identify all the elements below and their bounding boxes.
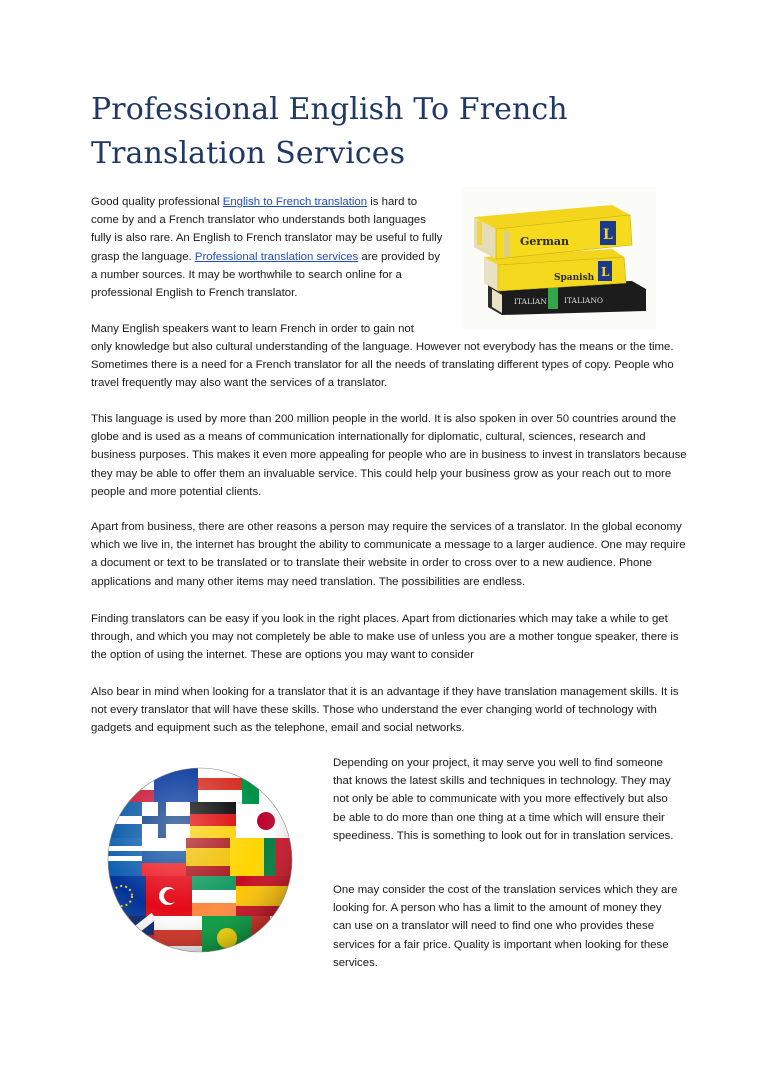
spanish-spine-letter: L xyxy=(601,265,610,279)
paragraph-learn-french: only knowledge but also cultural understanding of the language. However not everybody has the means or the time. Sometimes there is a need for a French translator for all the needs of translating different types of copy. People who travel frequently may also want the services of a translator. xyxy=(91,341,674,390)
books-illustration xyxy=(462,187,656,329)
intro-text-end: are provided by a number sources. It may be worthwhile to search online for a professional English to French translator. xyxy=(91,250,440,300)
german-spine-letter: L xyxy=(603,227,613,243)
paragraph-intro xyxy=(91,193,443,302)
paragraph-cost: One may consider the cost of the translation services which they are looking for. A person who has a limit to the amount of money they can use on a translator will need to find one who provides these services for a fair price. Quality is important when looking for these services. xyxy=(333,884,678,969)
page-title: Professional English To French Translation Services xyxy=(91,92,568,171)
italiano-book-label: ITALIANO xyxy=(564,296,604,305)
intro-text-middle: is hard to come by and a French translator who understands both languages fully is also rare. An English to French translator may be useful to fully grasp the language. xyxy=(91,196,443,263)
language-books-image xyxy=(462,187,656,329)
flag-globe-image xyxy=(78,760,322,960)
intro-text-start: Good quality professional xyxy=(91,196,223,208)
italian-book-label: ITALIAN xyxy=(514,297,547,306)
paragraph-other-reasons: Apart from business, there are other reasons a person may require the services of a translator. In the global economy which we live in, the internet has brought the ability to communicate a message to a larger audience. One may require a document or text to be translated or to translate their website in order to cross over to a new audience. Phone applications and many other items may need translation. The possibilities are endless. xyxy=(91,521,686,588)
paragraph-finding-translators: Finding translators can be easy if you look in the right places. Apart from dictionaries which may take a while to get through, and which you may not completely be able to make use of unless you are a mother tongue speaker, there is the option of using the internet. These are options you may want to consider xyxy=(91,613,679,662)
paragraph-project-skills: Depending on your project, it may serve you well to find someone that knows the latest skills and techniques in technology. They may not only be able to communicate with you more effectively but also be able to do more than one thing at a time which will ensure their speediness. This is something to look out for in translation services. xyxy=(333,757,674,842)
globe-illustration xyxy=(78,760,322,960)
spanish-book-label: Spanish xyxy=(554,273,595,283)
link-professional-translation-services[interactable]: Professional translation services xyxy=(194,250,359,263)
paragraph-learn-french-first-line: Many English speakers want to learn French in order to gain not xyxy=(91,323,414,335)
paragraph-language-usage: This language is used by more than 200 million people in the world. It is also spoken in over 50 countries around the globe and is used as a means of communication internationally for diplomatic, cultural, sciences, research and business purposes. This makes it even more appealing for people who are in business to invest in translators because they may be able to offer them an invaluable service. This could help your business grow as your reach out to more people and more potential clients. xyxy=(91,413,687,498)
link-english-to-french-translation[interactable]: English to French translation xyxy=(222,196,368,208)
paragraph-management-skills: Also bear in mind when looking for a translator that it is an advantage if they have translation management skills. It is not every translator that will have these skills. Those who understand the ever changing world of technology with gadgets and equipment such as the telephone, email and social networks. xyxy=(91,686,679,735)
german-book-label: German xyxy=(520,235,569,248)
